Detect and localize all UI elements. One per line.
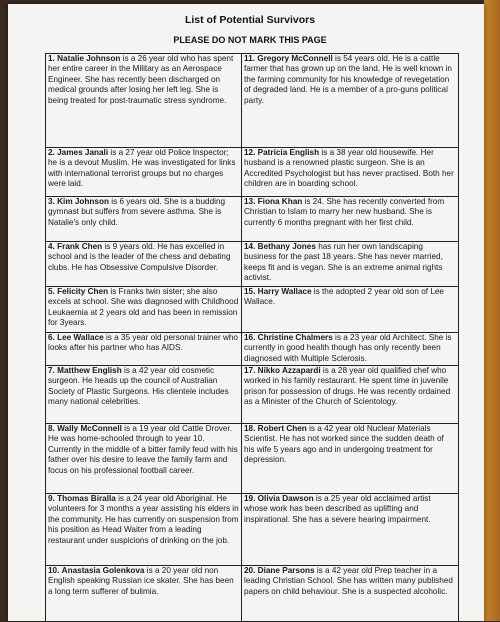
page-subtitle: PLEASE DO NOT MARK THIS PAGE: [173, 35, 327, 45]
table-row: [46, 366, 459, 424]
survivor-cell: [46, 366, 242, 424]
survivor-description: is a 38 year old housewife. Her husband is a renowned plastic surgeon. She is an Accredited Psychologist but has never practised. Both her children are in boarding school.: [244, 148, 454, 189]
survivor-cell: [46, 424, 242, 494]
survivor-number: 9.: [48, 494, 55, 503]
survivor-number: 6.: [48, 333, 55, 342]
survivor-number: 15.: [244, 287, 256, 296]
survivor-description: is a 35 year old personal trainer who looks after his partner who has AIDS.: [48, 333, 238, 353]
survivors-table: [45, 53, 459, 622]
survivor-number: 18.: [244, 424, 256, 433]
survivor-name: James Janali: [57, 148, 109, 157]
table-row: [46, 566, 459, 622]
survivor-number: 12.: [244, 148, 256, 157]
survivor-description: is a 27 year old Police Inspector; he is a devout Muslim. He was investigated for links with international terrorist groups but no charges were laid.: [48, 148, 236, 189]
survivor-number: 5.: [48, 287, 55, 296]
survivor-cell: [46, 148, 242, 197]
survivor-number: 8.: [48, 424, 55, 433]
survivor-cell: [242, 333, 459, 366]
survivor-description: is the adopted 2 year old son of Lee Wallace.: [244, 287, 444, 307]
survivor-name: Natalie Johnson: [57, 54, 121, 63]
table-row: [46, 54, 459, 148]
survivor-cell: [242, 287, 459, 333]
survivor-description: is a 42 year old Nuclear Materials Scientist. He has not worked since the sudden death of his wife 5 years ago and in undergoing treatment for depression.: [244, 424, 444, 465]
survivor-name: Thomas Biralla: [57, 494, 116, 503]
survivor-description: is 54 years old. He is a cattle farmer that has grown up on the land. He is well known in the farming community for his knowledge of revegetation of degraded land. He is a member of a pro-guns political party.: [244, 54, 452, 105]
survivor-name: Anastasia Golenkova: [61, 566, 145, 575]
survivor-cell: [46, 242, 242, 287]
survivor-number: 4.: [48, 242, 55, 251]
survivor-cell: [242, 197, 459, 242]
background-edge: [484, 0, 500, 621]
survivor-description: is a 23 year old Architect. She is currently in good health though has only recently been diagnosed with Multiple Sclerosis.: [244, 333, 452, 363]
survivor-description: is Franks twin sister; she also excels at school. She was diagnosed with Childhood Leukaemia at 2 years old and has been in remission for 3years.: [48, 287, 239, 328]
survivor-number: 10.: [48, 566, 60, 575]
survivor-name: Diane Parsons: [257, 566, 315, 575]
survivor-name: Bethany Jones: [257, 242, 316, 251]
survivor-cell: [242, 424, 459, 494]
survivor-name: Lee Wallace: [57, 333, 104, 342]
survivor-name: Wally McConnell: [57, 424, 122, 433]
survivor-description: is a 19 year old Cattle Drover. He was home-schooled through to year 10. Currently in the middle of a bitter family feud with his father over his desire to leave the family farm and focus on his professional football career.: [48, 424, 238, 475]
survivor-cell: [46, 566, 242, 622]
survivor-cell: [242, 366, 459, 424]
survivor-number: 17.: [244, 366, 256, 375]
survivor-cell: [242, 494, 459, 566]
survivor-cell: [242, 54, 459, 148]
survivor-name: Fiona Khan: [257, 197, 303, 206]
page-title: List of Potential Survivors: [184, 14, 316, 26]
table-row: [46, 494, 459, 566]
survivor-number: 11.: [244, 54, 255, 63]
survivor-number: 7.: [48, 366, 55, 375]
survivor-name: Patricia English: [257, 148, 320, 157]
survivor-number: 19.: [244, 494, 256, 503]
survivor-description: is a 42 year old cosmetic surgeon. He heads up the council of Australian Society of Plastic Surgeons. His clientele includes many national celebrities.: [48, 366, 229, 407]
survivor-description: is a 24 year old Aboriginal. He volunteers for 3 months a year assisting his elders in the community. He has currently on suspension from his position as Head Waiter from a leading restaurant under suspicions of drinking on the job.: [48, 494, 239, 545]
table-row: [46, 197, 459, 242]
table-row: [46, 287, 459, 333]
survivor-name: Frank Chen: [57, 242, 103, 251]
survivor-description: is a 42 year old Prep teacher in a leading Christian School. She has written many published papers on child behaviour. She is a suspected alcoholic.: [244, 566, 453, 596]
survivor-description: is 24. She has recently converted from Christian to Islam to marry her new husband. She is currently 6 months pregnant with her first child.: [244, 197, 445, 227]
survivor-name: Gregory McConnell: [257, 54, 333, 63]
survivor-cell: [46, 494, 242, 566]
survivor-description: is a 20 year old non English speaking Russian ice skater. She has been a long term sufferer of bulimia.: [48, 566, 234, 596]
survivor-number: 1.: [48, 54, 55, 63]
survivor-cell: [46, 333, 242, 366]
survivor-description: is 6 years old. She is a budding gymnast but suffers from severe asthma. She is Natalie's only child.: [48, 197, 226, 227]
table-row: [46, 242, 459, 287]
survivor-description: is 9 years old. He has excelled in school and is the leader of the chess and debating clubs. He has Obsessive Compulsive Disorder.: [48, 242, 231, 272]
survivor-number: 20.: [244, 566, 256, 575]
survivor-cell: [242, 242, 459, 287]
survivor-cell: [242, 148, 459, 197]
survivor-name: Olivia Dawson: [257, 494, 314, 503]
survivor-number: 14.: [244, 242, 256, 251]
survivor-description: is a 25 year old acclaimed artist whose work has been described as uplifting and inspirational. She has a severe hearing impairment.: [244, 494, 431, 524]
survivor-description: is a 28 year old qualified chef who worked in his family restaurant. He spent time in juvenile prison for possession of drugs. He was recently ordained as a Minister of the Church of Scientology.: [244, 366, 451, 407]
survivor-cell: [46, 197, 242, 242]
survivor-number: 16.: [244, 333, 256, 342]
survivor-name: Robert Chen: [257, 424, 307, 433]
table-row: [46, 148, 459, 197]
survivor-name: Matthew English: [57, 366, 122, 375]
survivor-name: Christine Chalmers: [257, 333, 333, 342]
survivor-name: Felicity Chen: [57, 287, 109, 296]
survivor-cell: [46, 54, 242, 148]
survivor-description: is a 26 year old who has spent her entire career in the Military as an Aerospace Engineer. She has recently been discharged on medical grounds after losing her left leg. She is being treated for post-traumatic stress syndrome.: [48, 54, 234, 105]
survivor-name: Harry Wallace: [257, 287, 312, 296]
survivor-name: Nikko Azzapardi: [257, 366, 321, 375]
table-row: [46, 333, 459, 366]
survivor-number: 2.: [48, 148, 55, 157]
table-row: [46, 424, 459, 494]
survivor-cell: [242, 566, 459, 622]
survivor-number: 3.: [48, 197, 55, 206]
survivor-name: Kim Johnson: [57, 197, 109, 206]
survivor-description: has run her own landscaping business for the past 18 years. She has never married, keeps fit and is vegan. She is an extreme animal rights activist.: [244, 242, 443, 283]
survivor-cell: [46, 287, 242, 333]
survivor-number: 13.: [244, 197, 256, 206]
